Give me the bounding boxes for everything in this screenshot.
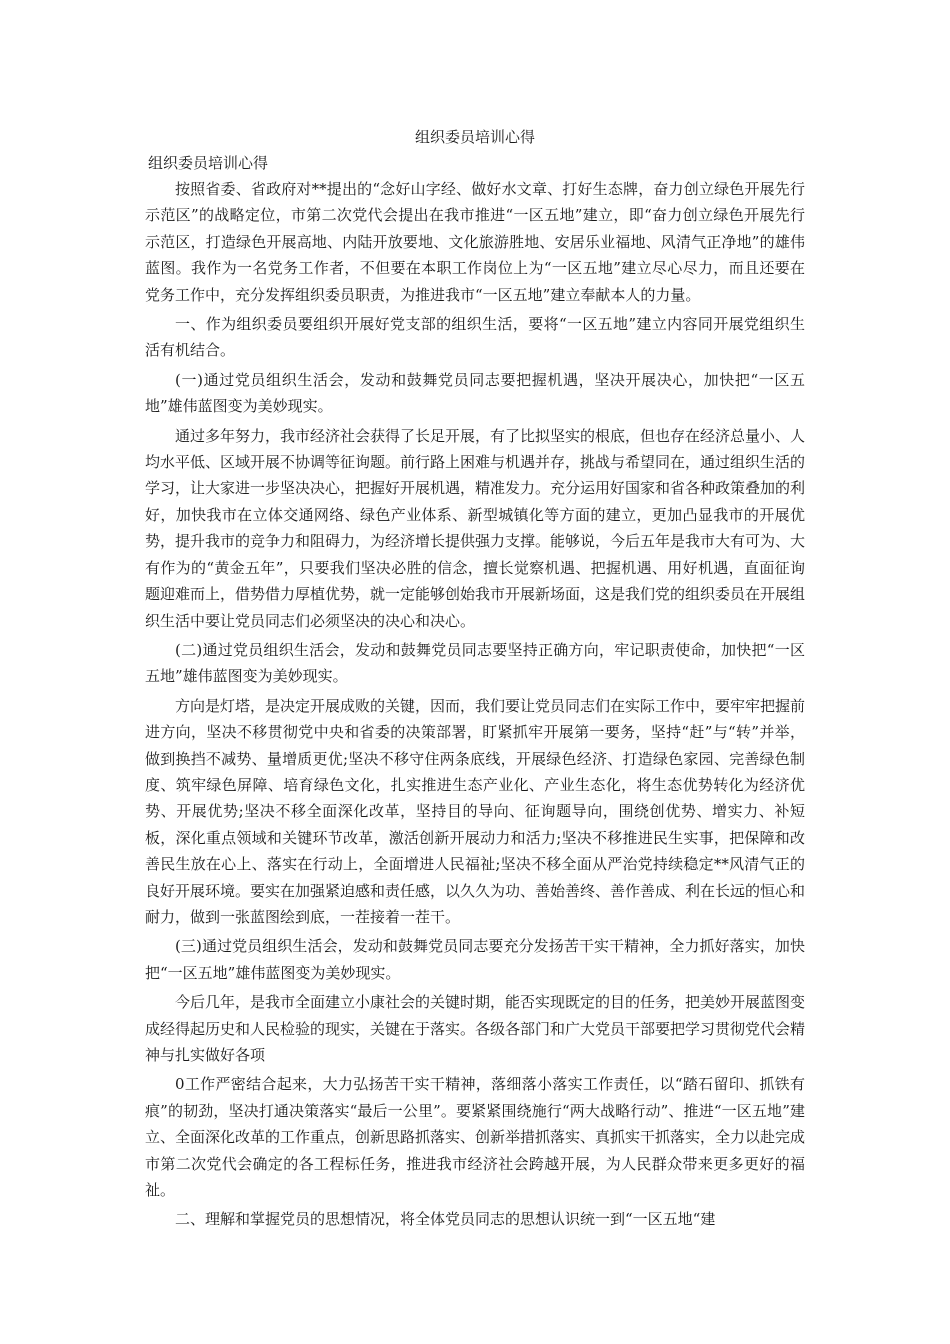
paragraph-point-1: (一)通过党员组织生活会，发动和鼓舞党员同志要把握机遇，坚决开展决心，加快把“一区五地”雄伟蓝图变为美妙现实。	[145, 370, 805, 416]
paragraph-body-3: 今后几年，是我市全面建立小康社会的关键时期，能否实现既定的目的任务，把美妙开展蓝图变成经得起历史和人民检验的现实，关键在于落实。各级各部门和广大党员干部要把学习贯彻党代会精神与扎实做好各项	[145, 993, 806, 1064]
paragraph-body-4: 0工作严密结合起来，大力弘扬苦干实干精神，落细落小落实工作责任，以“踏石留印、抓铁有痕”的韧劲，坚决打通决策落实“最后一公里”。要紧紧围绕施行“两大战略行动”、推进“一区五地”建立、全面深化改革的工作重点，创新思路抓落实、创新举措抓落实、真抓实干抓落实，全力以赴完成市第二次党代会确定的各工程标任务，推进我市经济社会跨越开展，为人民群众带来更多更好的福祉。	[145, 1075, 806, 1200]
paragraph-body-2: 方向是灯塔，是决定开展成败的关键，因而，我们要让党员同志们在实际工作中，要牢牢把握前进方向，坚决不移贯彻党中央和省委的决策部署，盯紧抓牢开展第一要务，坚持“赶”与“转”并举，做到换挡不减势、量增质更优;坚决不移守住两条底线，开展绿色经济、打造绿色家园、完善绿色制度、筑牢绿色屏障、培育绿色文化，扎实推进生态产业化、产业生态化，将生态优势转化为经济优势、开展优势;坚决不移全面深化改革，坚持目的导向、征询题导向，围绕创优势、增实力、补短板，深化重点领域和关键环节改革，激活创新开展动力和活力;坚决不移推进民生实事，把保障和改善民生放在心上、落实在行动上，全面增进人民福祉;坚决不移全面从严治党持续稳定**风清气正的良好开展环境。要实在加强紧迫感和责任感，以久久为功、善始善终、善作善成、利在长远的恒心和耐力，做到一张蓝图绘到底，一茬接着一茬干。	[145, 696, 806, 926]
paragraph-point-2: (二)通过党员组织生活会，发动和鼓舞党员同志要坚持正确方向，牢记职责使命，加快把“一区五地”雄伟蓝图变为美妙现实。	[145, 640, 805, 686]
paragraph-section-1: 一、作为组织委员要组织开展好党支部的组织生活，要将“一区五地”建立内容同开展党组织生活有机结合。	[145, 315, 805, 360]
document-title: 组织委员培训心得	[414, 128, 535, 146]
paragraph-intro: 按照省委、省政府对**提出的“念好山字经、做好水文章、打好生态牌，奋力创立绿色开展先行示范区”的战略定位，市第二次党代会提出在我市推进“一区五地”建立，即“奋力创立绿色开展先行示范区，打造绿色开展高地、内陆开放要地、文化旅游胜地、安居乐业福地、风清气正净地”的雄伟蓝图。我作为一名党务工作者，不但要在本职工作岗位上为“一区五地”建立尽心尽力，而且还要在党务工作中，充分发挥组织委员职责，为推进我市“一区五地”建立奉献本人的力量。	[145, 180, 805, 304]
paragraph-point-3: (三)通过党员组织生活会，发动和鼓舞党员同志要充分发扬苦干实干精神，全力抓好落实，加快把“一区五地”雄伟蓝图变为美妙现实。	[145, 937, 805, 982]
paragraph-body-1: 通过多年努力，我市经济社会获得了长足开展，有了比拟坚实的根底，但也存在经济总量小、人均水平低、区域开展不协调等征询题。前行路上困难与机遇并存，挑战与希望同在，通过组织生活的学习，让大家进一步坚决决心，把握好开展机遇，精准发力。充分运用好国家和省各种政策叠加的利好，加快我市在立体交通网络、绿色产业体系、新型城镇化等方面的建立，更加凸显我市的开展优势，提升我市的竞争力和阻碍力，为经济增长提供强力支撑。能够说，今后五年是我市大有可为、大有作为的“黄金五年”，只要我们坚决必胜的信念，擅长觉察机遇、把握机遇、用好机遇，直面征询题迎难而上，借势借力厚植优势，就一定能够创始我市开展新场面，这是我们党的组织委员在开展组织生活中要让党员同志们必须坚决的决心和决心。	[145, 426, 806, 630]
document-subtitle: 组织委员培训心得	[148, 154, 269, 172]
paragraph-section-2: 二、理解和掌握党员的思想情况，将全体党员同志的思想认识统一到“一区五地“建	[175, 1210, 716, 1229]
document-page	[145, 126, 805, 1236]
